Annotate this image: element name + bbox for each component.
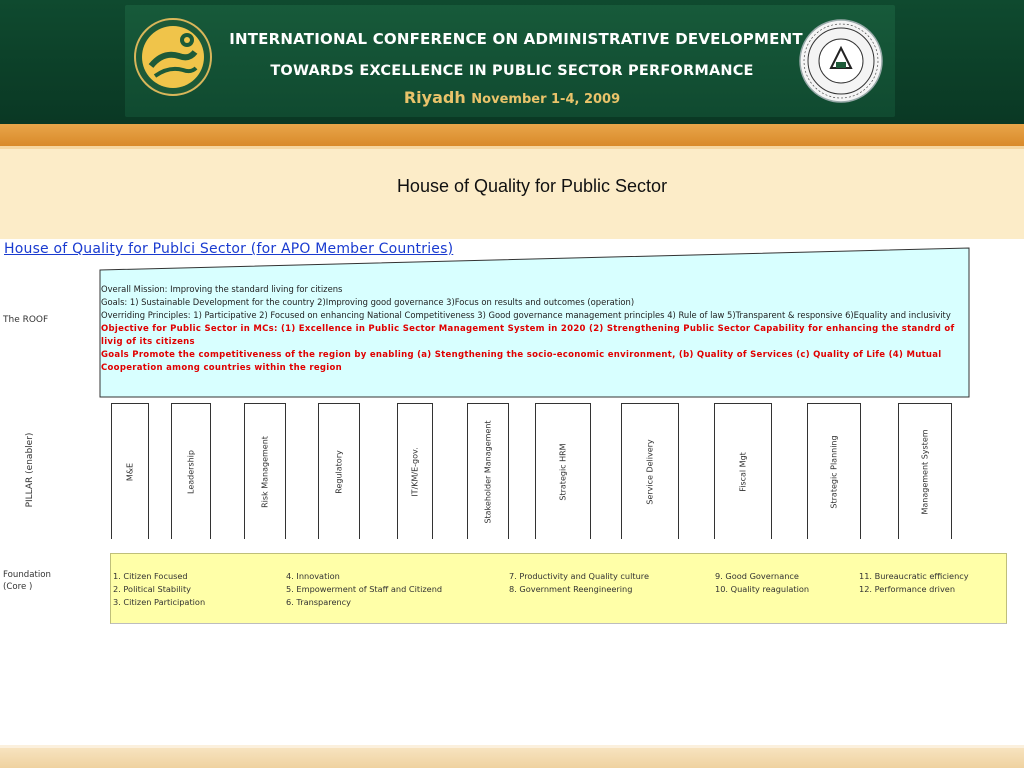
footer-bar bbox=[0, 748, 1024, 768]
foundation-item: 9. Good Governance bbox=[715, 571, 799, 581]
pillar-strategic-planning bbox=[807, 403, 861, 539]
pillar-fiscal-mgt bbox=[714, 403, 772, 539]
banner-line-2: TOWARDS EXCELLENCE IN PUBLIC SECTOR PERFORMANCE bbox=[270, 63, 754, 79]
foundation-item: 1. Citizen Focused bbox=[113, 571, 188, 581]
pillar-label-text: Strategic Planning bbox=[829, 434, 839, 509]
pillar-label-text: Leadership bbox=[186, 449, 196, 494]
foundation-item: 11. Bureaucratic efficiency bbox=[859, 571, 969, 581]
foundation-col-5 bbox=[859, 570, 969, 596]
roof-objective: Objective for Public Sector in MCs: (1) Excellence in Public Sector Management System in 2020 (2) Strengthening Public Sector Capability for enhancing the standrd of livig of its citizens bbox=[101, 323, 955, 347]
pillar-label-text: Risk Management bbox=[260, 435, 270, 508]
pillar-label: PILLAR (enabler) bbox=[25, 432, 35, 508]
pillar-management-system bbox=[898, 403, 952, 539]
foundation-item: 8. Government Reengineering bbox=[509, 584, 633, 594]
roof-goals: Goals: 1) Sustainable Development for the country 2)Improving good governance 3)Focus on results and outcomes (operation) bbox=[101, 297, 635, 308]
foundation-item: 4. Innovation bbox=[286, 571, 340, 581]
pillar-label-text: Fiscal Mgt bbox=[738, 451, 748, 492]
pillar-service-delivery bbox=[621, 403, 679, 539]
roof-principles: Overriding Principles: 1) Participative 2) Focused on enhancing National Competitiveness 3) Good governance management principles 4) Rule of law 5)Transparent & responsive 6)Equality and inclusivity bbox=[101, 310, 951, 321]
orange-stripe bbox=[0, 124, 1024, 146]
conference-logo-icon bbox=[133, 16, 213, 98]
foundation-item: 10. Quality reagulation bbox=[715, 584, 810, 594]
foundation-label-line: Foundation bbox=[3, 570, 51, 580]
pillar-label-text: IT/KM/E-gov. bbox=[410, 446, 420, 497]
foundation-label bbox=[3, 569, 51, 593]
foundation-item: 12. Performance driven bbox=[859, 584, 956, 594]
pillar-label-text: Stakeholder Management bbox=[483, 419, 493, 524]
foundation-item: 3. Citizen Participation bbox=[113, 597, 206, 607]
foundation-col-3 bbox=[509, 570, 649, 596]
roof-mission: Overall Mission: Improving the standard living for citizens bbox=[101, 284, 343, 294]
foundation-item: 6. Transparency bbox=[286, 597, 352, 607]
pillar-risk-management bbox=[244, 403, 286, 539]
diagram-title: House of Quality for Publci Sector (for APO Member Countries) bbox=[4, 241, 454, 257]
foundation-label-line: (Core ) bbox=[3, 582, 33, 592]
foundation-item: 2. Political Stability bbox=[113, 584, 192, 594]
pillar-leadership bbox=[171, 403, 211, 539]
slide-title: House of Quality for Public Sector bbox=[396, 176, 668, 196]
pillar-me bbox=[111, 403, 149, 539]
foundation-box bbox=[110, 553, 1007, 624]
banner-line-1: INTERNATIONAL CONFERENCE ON ADMINISTRATIVE DEVELOPMENT bbox=[229, 30, 803, 48]
banner-city: Riyadh bbox=[403, 88, 466, 107]
pillar-regulatory bbox=[318, 403, 360, 539]
pillar-label-text: Service Delivery bbox=[645, 438, 655, 505]
roof-label: The ROOF bbox=[3, 315, 49, 325]
foundation-col-1 bbox=[113, 570, 205, 609]
roof-text bbox=[101, 283, 963, 375]
pillar-it-km-egov bbox=[397, 403, 433, 539]
pillar-strategic-hrm bbox=[535, 403, 591, 539]
foundation-col-2 bbox=[286, 570, 442, 609]
pillar-label-text: Management System bbox=[920, 428, 930, 515]
pillar-stakeholder-management bbox=[467, 403, 509, 539]
pillar-label-text: Regulatory bbox=[334, 449, 344, 494]
banner-date: November 1-4, 2009 bbox=[471, 92, 621, 107]
foundation-item: 5. Empowerment of Staff and Citizend bbox=[286, 584, 443, 594]
foundation-col-4 bbox=[715, 570, 809, 596]
pillar-label-text: M&E bbox=[125, 462, 135, 481]
roof-goals-red: Goals Promote the competitiveness of the region by enabling (a) Stengthening the socio-economic environment, (b) Quality of Services (c) Quality of Life (4) Mutual Cooperation among countries within the region bbox=[101, 350, 942, 374]
pillar-label-text: Strategic HRM bbox=[558, 442, 568, 501]
foundation-item: 7. Productivity and Quality culture bbox=[509, 571, 650, 581]
banner-date-line bbox=[0, 88, 1024, 107]
